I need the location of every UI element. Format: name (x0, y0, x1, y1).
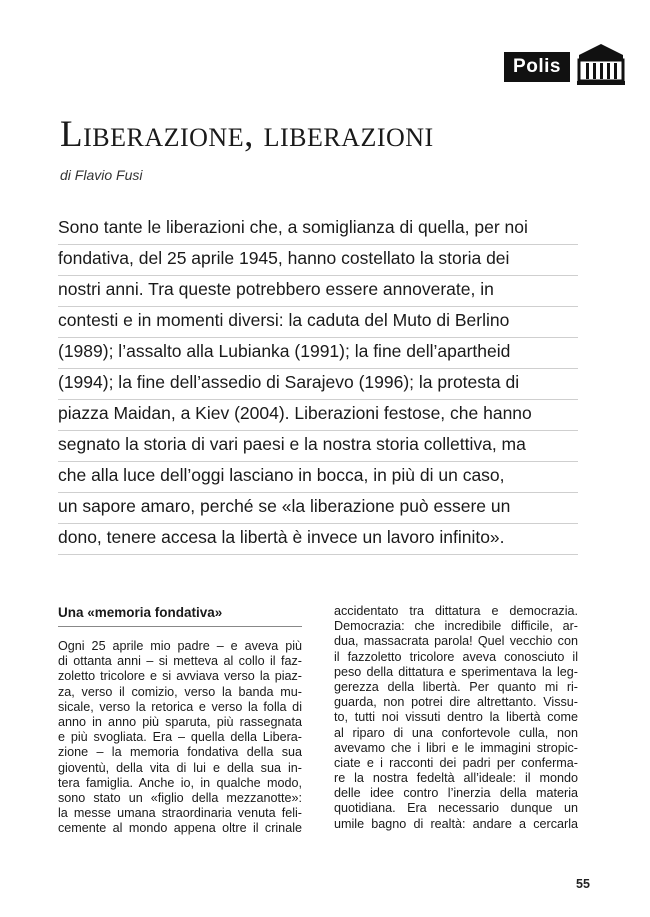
building-icon (576, 43, 626, 85)
lead-line: segnato la storia di vari paesi e la nostra storia collettiva, ma (58, 431, 578, 462)
body-line: sono stato un «figlio della mezzanotte»: (58, 790, 302, 805)
body-line: cemente al mondo appena oltre il crinale (58, 821, 302, 836)
lead-line: Sono tante le liberazioni che, a somiglianza di quella, per noi (58, 214, 578, 245)
lead-line: contesti e in momenti diversi: la caduta del Muto di Berlino (58, 307, 578, 338)
lead-line: un sapore amaro, perché se «la liberazione può essere un (58, 493, 578, 524)
body-line: za, verso il comizio, verso la banda mu- (58, 684, 302, 699)
right-column (334, 604, 578, 832)
body-line: to, tutti noi vissuti dentro la libertà come (334, 710, 578, 725)
lead-line: piazza Maidan, a Kiev (2004). Liberazioni festose, che hanno (58, 400, 578, 431)
body-line: il fazzoletto tricolore aveva conosciuto il (334, 649, 578, 664)
body-line: re la nostra fedeltà all’ideale: il mondo (334, 771, 578, 786)
body-line: delle idee contro l’inerzia della materia (334, 786, 578, 801)
body-line: quotidiana. Era necessario dunque un (334, 801, 578, 816)
lead-line: (1989); l’assalto alla Lubianka (1991); la fine dell’apartheid (58, 338, 578, 369)
body-line: dua, massacrata parola! Quel vecchio con (334, 634, 578, 649)
body-line: sicale, verso la retorica e verso la folla di (58, 699, 302, 714)
section-label: Polis (504, 52, 570, 82)
body-line: peso della dittatura e sperimentava la leg- (334, 664, 578, 679)
lead-line: nostri anni. Tra queste potrebbero essere annoverate, in (58, 276, 578, 307)
body-line: Democrazia: che incredibile difficile, ar- (334, 619, 578, 634)
body-line: accidentato tra dittatura e democrazia. (334, 604, 578, 618)
body-line: gioventù, della vita di lui e della sua in- (58, 760, 302, 775)
body-line: guarda, non potrei dire altrettanto. Vissu- (334, 695, 578, 710)
lead-line: fondativa, del 25 aprile 1945, hanno costellato la storia dei (58, 245, 578, 276)
body-line: avevamo che i libri e le immagini stropic- (334, 740, 578, 755)
article-byline: di Flavio Fusi (60, 167, 143, 183)
lead-paragraph (58, 214, 578, 555)
lead-line: (1994); la fine dell’assedio di Sarajevo (1996); la protesta di (58, 369, 578, 400)
body-line: gerezza della libertà. Per quanto mi ri- (334, 679, 578, 694)
body-line: ciate e i racconti dei padri per conferma- (334, 755, 578, 770)
lead-line: che alla luce dell’oggi lasciano in bocca, in più di un caso, (58, 462, 578, 493)
body-line: tera famiglia. Anche io, in qualche modo, (58, 775, 302, 790)
left-column (58, 604, 302, 836)
body-line: zoletto tricolore e si avviava verso la piaz- (58, 669, 302, 684)
body-line: e più svogliata. Era – quella della Libera- (58, 730, 302, 745)
article-title: Liberazione, liberazioni (60, 114, 434, 155)
body-line: anno in anno più sparuta, più rassegnata (58, 714, 302, 729)
section-heading: Una «memoria fondativa» (58, 604, 302, 627)
page-number: 55 (576, 877, 590, 891)
body-line: umile bagno di realtà: andare a cercarla (334, 816, 578, 831)
lead-line: dono, tenere accesa la libertà è invece un lavoro infinito». (58, 524, 578, 555)
body-line: di ottanta anni – si metteva al collo il faz- (58, 654, 302, 669)
body-line: al riparo di una confortevole culla, non (334, 725, 578, 740)
body-line: zione – la memoria fondativa della sua (58, 745, 302, 760)
body-line: Ogni 25 aprile mio padre – e aveva più (58, 639, 302, 653)
body-line: la messe umana straordinaria venuta feli- (58, 806, 302, 821)
